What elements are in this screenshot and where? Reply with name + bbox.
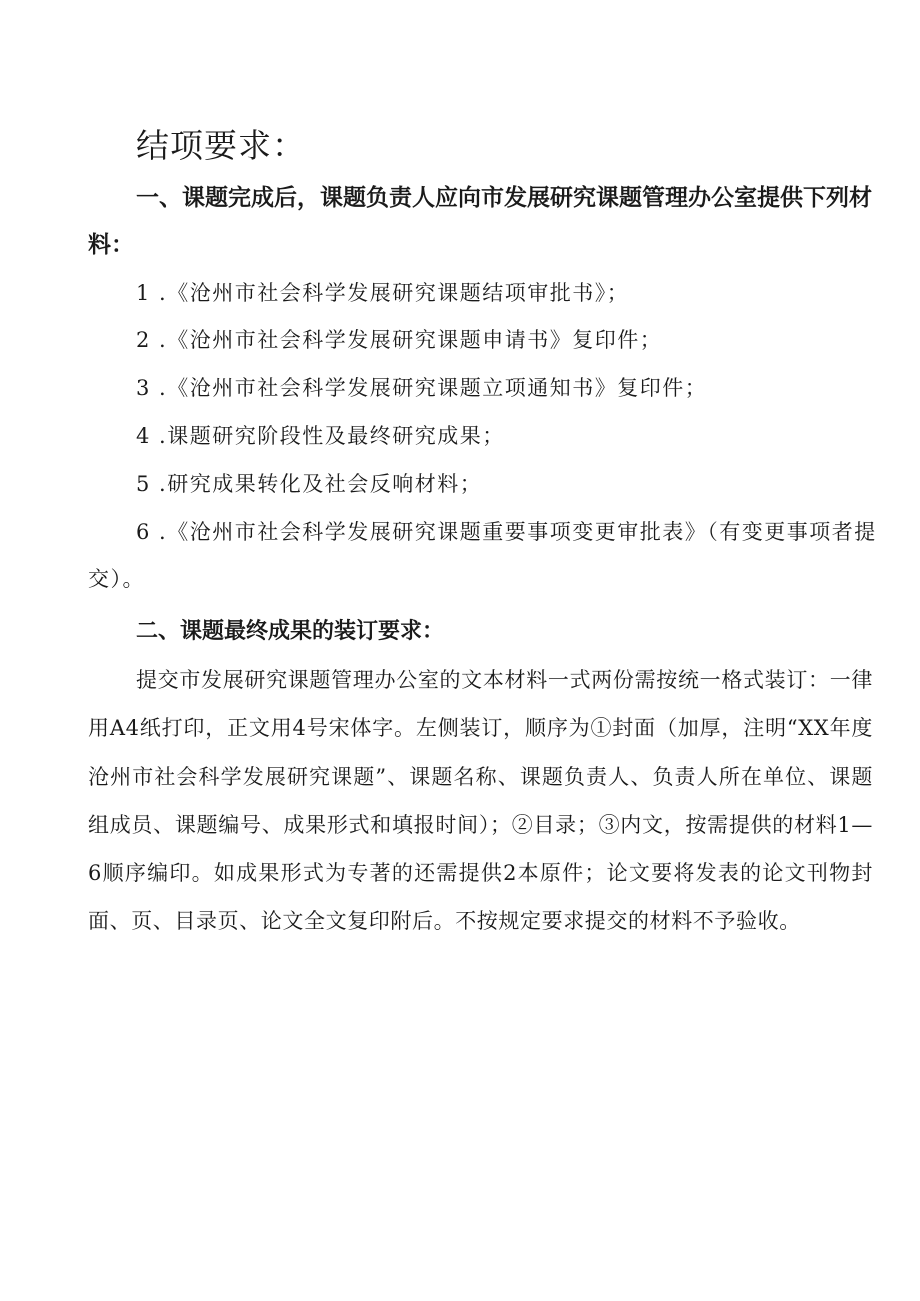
list-item-6: 6 .《沧州市社会科学发展研究课题重要事项变更审批表》（有变更事项者提交）。 (88, 520, 877, 591)
list-item-5: 5 .研究成果转化及社会反响材料； (136, 472, 483, 496)
list-item-2: 2 .《沧州市社会科学发展研究课题申请书》复印件； (136, 328, 663, 352)
section-2-heading: 二、课题最终成果的装订要求： (136, 619, 445, 644)
list-item-3: 3 .《沧州市社会科学发展研究课题立项通知书》复印件； (136, 376, 708, 400)
binding-requirements-paragraph: 提交市发展研究课题管理办公室的文本材料一式两份需按统一格式装订：一律用A4纸打印，正文用4号宋体字。左侧装订，顺序为①封面（加厚，注明“XX年度沧州市社会科学发展研究课题”、课题名称、课题负责人、负责人所在单位、课题组成员、课题编号、成果形式和填报时间）；②目录；③内文，按需提供的材料1—6顺序编印。如成果形式为专著的还需提供2本原件；论文要将发表的论文刊物封面、页、目录页、论文全文复印附后。不按规定要求提交的材料不予验收。 (88, 668, 873, 934)
page-title: 结项要求： (136, 126, 306, 165)
list-item-4: 4 .课题研究阶段性及最终研究成果； (136, 424, 505, 448)
section-1-heading: 一、课题完成后，课题负责人应向市发展研究课题管理办公室提供下列材料： (88, 185, 872, 258)
list-item-1: 1 .《沧州市社会科学发展研究课题结项审批书》； (136, 281, 630, 305)
